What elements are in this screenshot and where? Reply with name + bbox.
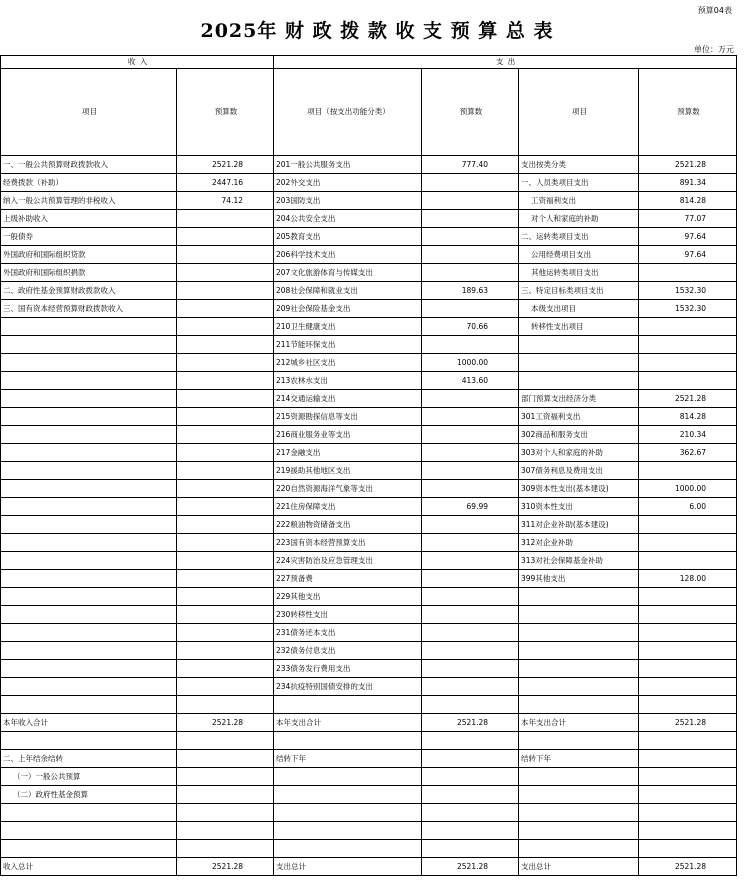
header-row-columns (1, 69, 737, 156)
expenditure-type-item-cell: 支出按类分类 (519, 156, 639, 174)
table-row (1, 498, 737, 516)
expenditure-func-item-cell: 227预备费 (274, 570, 422, 588)
expenditure-type-budget-cell: 2521.28 (639, 390, 737, 408)
expenditure-type-item-cell: 307债务利息及费用支出 (519, 462, 639, 480)
expenditure-func-budget-cell (422, 660, 519, 678)
income-budget-cell (177, 426, 274, 444)
expenditure-func-budget-cell (422, 624, 519, 642)
expenditure-func-budget-cell (422, 678, 519, 696)
income-item-cell (1, 444, 177, 462)
expenditure-type-budget-cell: 1532.30 (639, 300, 737, 318)
expenditure-type-item-cell: 313对社会保障基金补助 (519, 552, 639, 570)
expenditure-type-budget-cell (639, 462, 737, 480)
expenditure-func-budget-cell (422, 822, 519, 840)
table-row (1, 444, 737, 462)
table-row (1, 228, 737, 246)
expenditure-func-item-cell (274, 696, 422, 714)
expenditure-type-budget-cell: 1000.00 (639, 480, 737, 498)
table-row (1, 210, 737, 228)
expenditure-func-budget-cell (422, 174, 519, 192)
table-row (1, 264, 737, 282)
expenditure-type-budget-cell: 210.34 (639, 426, 737, 444)
table-row (1, 192, 737, 210)
expenditure-func-budget-cell (422, 264, 519, 282)
col-header-budget: 预算数 (177, 69, 274, 156)
income-item-cell (1, 354, 177, 372)
income-budget-cell (177, 534, 274, 552)
expenditure-section-header: 支 出 (274, 56, 737, 69)
expenditure-func-item-cell: 206科学技术支出 (274, 246, 422, 264)
expenditure-type-item-cell: 302商品和服务支出 (519, 426, 639, 444)
expenditure-type-item-cell (519, 354, 639, 372)
expenditure-type-budget-cell: 2521.28 (639, 858, 737, 876)
expenditure-func-item-cell: 221住房保障支出 (274, 498, 422, 516)
expenditure-type-item-cell: 399其他支出 (519, 570, 639, 588)
expenditure-type-item-cell: 二、运转类项目支出 (519, 228, 639, 246)
header-row-section (1, 56, 737, 69)
expenditure-func-budget-cell (422, 768, 519, 786)
income-item-cell (1, 498, 177, 516)
expenditure-func-item-cell (274, 732, 422, 750)
expenditure-type-budget-cell (639, 750, 737, 768)
expenditure-type-item-cell: 三、特定目标类项目支出 (519, 282, 639, 300)
income-budget-cell (177, 336, 274, 354)
expenditure-func-budget-cell (422, 444, 519, 462)
income-budget-cell (177, 372, 274, 390)
expenditure-type-item-cell: 部门预算支出经济分类 (519, 390, 639, 408)
expenditure-func-item-cell: 213农林水支出 (274, 372, 422, 390)
income-item-cell (1, 372, 177, 390)
expenditure-type-item-cell (519, 642, 639, 660)
income-budget-cell (177, 660, 274, 678)
expenditure-func-item-cell: 234抗疫特别国债安排的支出 (274, 678, 422, 696)
expenditure-type-item-cell (519, 786, 639, 804)
income-budget-cell (177, 480, 274, 498)
table-row (1, 246, 737, 264)
income-budget-cell (177, 696, 274, 714)
expenditure-type-item-cell (519, 732, 639, 750)
expenditure-type-item-cell: 其他运转类项目支出 (519, 264, 639, 282)
table-row (1, 714, 737, 732)
income-item-cell (1, 390, 177, 408)
income-budget-cell (177, 786, 274, 804)
expenditure-type-item-cell: 对个人和家庭的补助 (519, 210, 639, 228)
table-row (1, 480, 737, 498)
expenditure-type-budget-cell (639, 840, 737, 858)
income-item-cell (1, 660, 177, 678)
expenditure-type-budget-cell (639, 606, 737, 624)
expenditure-func-item-cell: 224灾害防治及应急管理支出 (274, 552, 422, 570)
expenditure-func-budget-cell (422, 606, 519, 624)
expenditure-type-budget-cell (639, 354, 737, 372)
expenditure-type-item-cell (519, 768, 639, 786)
expenditure-func-item-cell: 208社会保障和就业支出 (274, 282, 422, 300)
expenditure-func-item-cell: 210卫生健康支出 (274, 318, 422, 336)
expenditure-type-budget-cell (639, 318, 737, 336)
expenditure-type-budget-cell (639, 624, 737, 642)
expenditure-func-budget-cell (422, 210, 519, 228)
expenditure-type-budget-cell (639, 768, 737, 786)
expenditure-func-budget-cell (422, 300, 519, 318)
expenditure-type-budget-cell (639, 372, 737, 390)
income-budget-cell (177, 804, 274, 822)
expenditure-func-item-cell (274, 840, 422, 858)
expenditure-func-item-cell: 214交通运输支出 (274, 390, 422, 408)
expenditure-type-item-cell: 转移性支出项目 (519, 318, 639, 336)
table-row (1, 570, 737, 588)
table-row (1, 750, 737, 768)
expenditure-func-budget-cell (422, 786, 519, 804)
table-row (1, 678, 737, 696)
expenditure-func-budget-cell: 2521.28 (422, 714, 519, 732)
expenditure-type-budget-cell (639, 516, 737, 534)
income-budget-cell (177, 732, 274, 750)
col-header-item-func: 项目（按支出功能分类） (274, 69, 422, 156)
table-row (1, 606, 737, 624)
expenditure-func-budget-cell (422, 570, 519, 588)
income-budget-cell (177, 678, 274, 696)
income-item-cell (1, 480, 177, 498)
expenditure-type-item-cell: 一、人员类项目支出 (519, 174, 639, 192)
income-item-cell (1, 624, 177, 642)
expenditure-type-budget-cell (639, 678, 737, 696)
expenditure-func-item-cell (274, 786, 422, 804)
table-row (1, 462, 737, 480)
expenditure-type-item-cell: 301工资福利支出 (519, 408, 639, 426)
expenditure-func-item-cell: 支出总计 (274, 858, 422, 876)
income-budget-cell (177, 354, 274, 372)
income-item-cell (1, 318, 177, 336)
table-row (1, 786, 737, 804)
table-row (1, 858, 737, 876)
expenditure-func-budget-cell (422, 750, 519, 768)
expenditure-func-budget-cell: 1000.00 (422, 354, 519, 372)
income-budget-cell: 2521.28 (177, 714, 274, 732)
expenditure-type-item-cell: 312对企业补助 (519, 534, 639, 552)
income-item-cell (1, 822, 177, 840)
income-item-cell (1, 588, 177, 606)
income-item-cell: （二）政府性基金预算 (1, 786, 177, 804)
expenditure-type-budget-cell: 362.67 (639, 444, 737, 462)
table-row (1, 642, 737, 660)
table-row (1, 516, 737, 534)
income-budget-cell (177, 408, 274, 426)
income-budget-cell (177, 570, 274, 588)
table-row (1, 588, 737, 606)
expenditure-func-budget-cell: 2521.28 (422, 858, 519, 876)
expenditure-type-budget-cell: 97.64 (639, 246, 737, 264)
expenditure-func-budget-cell (422, 696, 519, 714)
expenditure-func-item-cell: 231债务还本支出 (274, 624, 422, 642)
expenditure-func-item-cell: 215资源勘探信息等支出 (274, 408, 422, 426)
expenditure-type-budget-cell (639, 696, 737, 714)
table-row (1, 174, 737, 192)
income-budget-cell (177, 462, 274, 480)
income-item-cell (1, 696, 177, 714)
table-row (1, 840, 737, 858)
table-row (1, 318, 737, 336)
expenditure-func-item-cell: 211节能环保支出 (274, 336, 422, 354)
expenditure-func-item-cell: 202外交支出 (274, 174, 422, 192)
income-item-cell (1, 552, 177, 570)
income-budget-cell (177, 840, 274, 858)
income-item-cell (1, 840, 177, 858)
expenditure-func-item-cell: 205教育支出 (274, 228, 422, 246)
col-header-item: 项目 (1, 69, 177, 156)
income-item-cell (1, 606, 177, 624)
expenditure-func-item-cell: 结转下年 (274, 750, 422, 768)
expenditure-type-item-cell: 309资本性支出(基本建设) (519, 480, 639, 498)
expenditure-func-budget-cell (422, 228, 519, 246)
page-title: 2025年 财 政 拨 款 收 支 预 算 总 表 (200, 20, 554, 42)
income-budget-cell (177, 588, 274, 606)
income-budget-cell (177, 624, 274, 642)
expenditure-func-budget-cell (422, 246, 519, 264)
expenditure-type-budget-cell (639, 642, 737, 660)
table-row (1, 624, 737, 642)
expenditure-type-budget-cell: 77.07 (639, 210, 737, 228)
expenditure-func-item-cell: 212城乡社区支出 (274, 354, 422, 372)
table-row (1, 372, 737, 390)
expenditure-type-budget-cell: 97.64 (639, 228, 737, 246)
expenditure-func-budget-cell (422, 804, 519, 822)
table-row (1, 552, 737, 570)
income-budget-cell (177, 210, 274, 228)
expenditure-func-item-cell: 207文化旅游体育与传媒支出 (274, 264, 422, 282)
income-budget-cell: 2521.28 (177, 858, 274, 876)
expenditure-func-budget-cell: 69.99 (422, 498, 519, 516)
table-row (1, 426, 737, 444)
expenditure-func-item-cell: 232债务付息支出 (274, 642, 422, 660)
income-item-cell (1, 642, 177, 660)
table-row (1, 768, 737, 786)
expenditure-type-item-cell: 311对企业补助(基本建设) (519, 516, 639, 534)
income-item-cell (1, 516, 177, 534)
income-budget-cell (177, 390, 274, 408)
expenditure-type-item-cell (519, 678, 639, 696)
table-row (1, 822, 737, 840)
expenditure-type-budget-cell (639, 264, 737, 282)
income-budget-cell (177, 642, 274, 660)
income-item-cell: 二、上年结余结转 (1, 750, 177, 768)
expenditure-func-budget-cell (422, 426, 519, 444)
col-header-budget-3: 预算数 (639, 69, 737, 156)
income-budget-cell (177, 318, 274, 336)
expenditure-type-item-cell: 310资本性支出 (519, 498, 639, 516)
expenditure-type-item-cell: 结转下年 (519, 750, 639, 768)
table-row (1, 300, 737, 318)
expenditure-func-item-cell: 233债务发行费用支出 (274, 660, 422, 678)
expenditure-type-budget-cell (639, 552, 737, 570)
income-item-cell: 上级补助收入 (1, 210, 177, 228)
expenditure-func-item-cell: 201一般公共服务支出 (274, 156, 422, 174)
income-budget-cell (177, 552, 274, 570)
income-budget-cell (177, 246, 274, 264)
expenditure-func-item-cell: 223国有资本经营预算支出 (274, 534, 422, 552)
expenditure-type-item-cell (519, 660, 639, 678)
expenditure-type-budget-cell: 814.28 (639, 408, 737, 426)
income-item-cell (1, 426, 177, 444)
income-budget-cell (177, 228, 274, 246)
income-item-cell: 二、政府性基金预算财政拨款收入 (1, 282, 177, 300)
income-item-cell: 本年收入合计 (1, 714, 177, 732)
expenditure-type-item-cell: 工资福利支出 (519, 192, 639, 210)
income-item-cell: 三、国有资本经营预算财政拨款收入 (1, 300, 177, 318)
income-budget-cell (177, 498, 274, 516)
expenditure-type-item-cell (519, 822, 639, 840)
expenditure-type-budget-cell (639, 786, 737, 804)
table-row (1, 282, 737, 300)
expenditure-func-budget-cell: 777.40 (422, 156, 519, 174)
expenditure-func-budget-cell (422, 840, 519, 858)
expenditure-type-budget-cell (639, 336, 737, 354)
income-budget-cell (177, 444, 274, 462)
expenditure-func-item-cell: 230转移性支出 (274, 606, 422, 624)
income-budget-cell (177, 516, 274, 534)
income-budget-cell (177, 750, 274, 768)
expenditure-type-item-cell: 本级支出项目 (519, 300, 639, 318)
table-row (1, 156, 737, 174)
expenditure-func-budget-cell (422, 552, 519, 570)
expenditure-func-item-cell (274, 804, 422, 822)
table-row (1, 732, 737, 750)
expenditure-type-item-cell (519, 372, 639, 390)
expenditure-type-item-cell: 支出总计 (519, 858, 639, 876)
income-item-cell: 一、一般公共预算财政拨款收入 (1, 156, 177, 174)
expenditure-type-budget-cell: 1532.30 (639, 282, 737, 300)
expenditure-type-budget-cell: 6.00 (639, 498, 737, 516)
expenditure-type-item-cell: 公用经费项目支出 (519, 246, 639, 264)
expenditure-type-budget-cell: 128.00 (639, 570, 737, 588)
table-row (1, 354, 737, 372)
expenditure-func-item-cell: 220自然资源海洋气象等支出 (274, 480, 422, 498)
expenditure-func-budget-cell (422, 588, 519, 606)
expenditure-type-item-cell: 303对个人和家庭的补助 (519, 444, 639, 462)
expenditure-func-budget-cell: 70.66 (422, 318, 519, 336)
expenditure-func-item-cell: 203国防支出 (274, 192, 422, 210)
income-section-header: 收 入 (1, 56, 274, 69)
table-row (1, 336, 737, 354)
income-item-cell (1, 462, 177, 480)
income-item-cell: （一）一般公共预算 (1, 768, 177, 786)
expenditure-func-budget-cell: 189.63 (422, 282, 519, 300)
table-row (1, 390, 737, 408)
income-item-cell (1, 534, 177, 552)
expenditure-type-budget-cell: 2521.28 (639, 714, 737, 732)
income-item-cell: 外国政府和国际组织捐款 (1, 264, 177, 282)
col-header-item-3: 项目 (519, 69, 639, 156)
expenditure-func-item-cell: 219援助其他地区支出 (274, 462, 422, 480)
col-header-budget-2: 预算数 (422, 69, 519, 156)
income-budget-cell (177, 606, 274, 624)
expenditure-type-budget-cell: 891.34 (639, 174, 737, 192)
expenditure-func-item-cell (274, 768, 422, 786)
table-row (1, 804, 737, 822)
unit-label: 单位：万元 (694, 45, 734, 54)
expenditure-func-item-cell: 222粮油物资储备支出 (274, 516, 422, 534)
expenditure-func-budget-cell (422, 462, 519, 480)
income-item-cell: 一般债券 (1, 228, 177, 246)
table-row (1, 696, 737, 714)
expenditure-type-item-cell (519, 606, 639, 624)
income-budget-cell (177, 768, 274, 786)
expenditure-func-item-cell: 本年支出合计 (274, 714, 422, 732)
income-item-cell: 纳入一般公共预算管理的非税收入 (1, 192, 177, 210)
table-row (1, 408, 737, 426)
budget-table (0, 55, 737, 876)
expenditure-type-budget-cell: 814.28 (639, 192, 737, 210)
table-row (1, 660, 737, 678)
expenditure-func-budget-cell (422, 642, 519, 660)
expenditure-type-item-cell (519, 624, 639, 642)
expenditure-func-item-cell: 217金融支出 (274, 444, 422, 462)
income-budget-cell (177, 282, 274, 300)
expenditure-func-item-cell: 216商业服务业等支出 (274, 426, 422, 444)
income-budget-cell (177, 300, 274, 318)
expenditure-func-budget-cell (422, 480, 519, 498)
expenditure-func-budget-cell (422, 390, 519, 408)
expenditure-type-item-cell (519, 804, 639, 822)
income-item-cell: 外国政府和国际组织贷款 (1, 246, 177, 264)
expenditure-func-item-cell (274, 822, 422, 840)
expenditure-type-item-cell (519, 336, 639, 354)
expenditure-type-item-cell (519, 840, 639, 858)
expenditure-type-budget-cell (639, 534, 737, 552)
income-item-cell (1, 336, 177, 354)
income-item-cell (1, 570, 177, 588)
expenditure-type-item-cell (519, 588, 639, 606)
income-item-cell (1, 408, 177, 426)
income-item-cell (1, 804, 177, 822)
expenditure-type-budget-cell (639, 660, 737, 678)
expenditure-func-item-cell: 204公共安全支出 (274, 210, 422, 228)
expenditure-func-budget-cell (422, 516, 519, 534)
expenditure-type-budget-cell (639, 588, 737, 606)
income-budget-cell: 74.12 (177, 192, 274, 210)
expenditure-type-item-cell: 本年支出合计 (519, 714, 639, 732)
expenditure-type-budget-cell: 2521.28 (639, 156, 737, 174)
expenditure-func-budget-cell (422, 732, 519, 750)
expenditure-func-item-cell: 209社会保险基金支出 (274, 300, 422, 318)
expenditure-type-budget-cell (639, 822, 737, 840)
expenditure-func-budget-cell (422, 408, 519, 426)
expenditure-func-budget-cell (422, 336, 519, 354)
table-code-label: 预算04表 (697, 6, 732, 15)
expenditure-func-budget-cell: 413.60 (422, 372, 519, 390)
table-row (1, 534, 737, 552)
expenditure-type-item-cell (519, 696, 639, 714)
income-budget-cell: 2521.28 (177, 156, 274, 174)
income-budget-cell (177, 822, 274, 840)
expenditure-func-budget-cell (422, 192, 519, 210)
income-item-cell (1, 678, 177, 696)
expenditure-func-budget-cell (422, 534, 519, 552)
income-item-cell: 经费拨款（补助） (1, 174, 177, 192)
income-item-cell (1, 732, 177, 750)
expenditure-type-budget-cell (639, 732, 737, 750)
income-item-cell: 收入总计 (1, 858, 177, 876)
expenditure-func-item-cell: 229其他支出 (274, 588, 422, 606)
expenditure-type-budget-cell (639, 804, 737, 822)
income-budget-cell: 2447.16 (177, 174, 274, 192)
income-budget-cell (177, 264, 274, 282)
